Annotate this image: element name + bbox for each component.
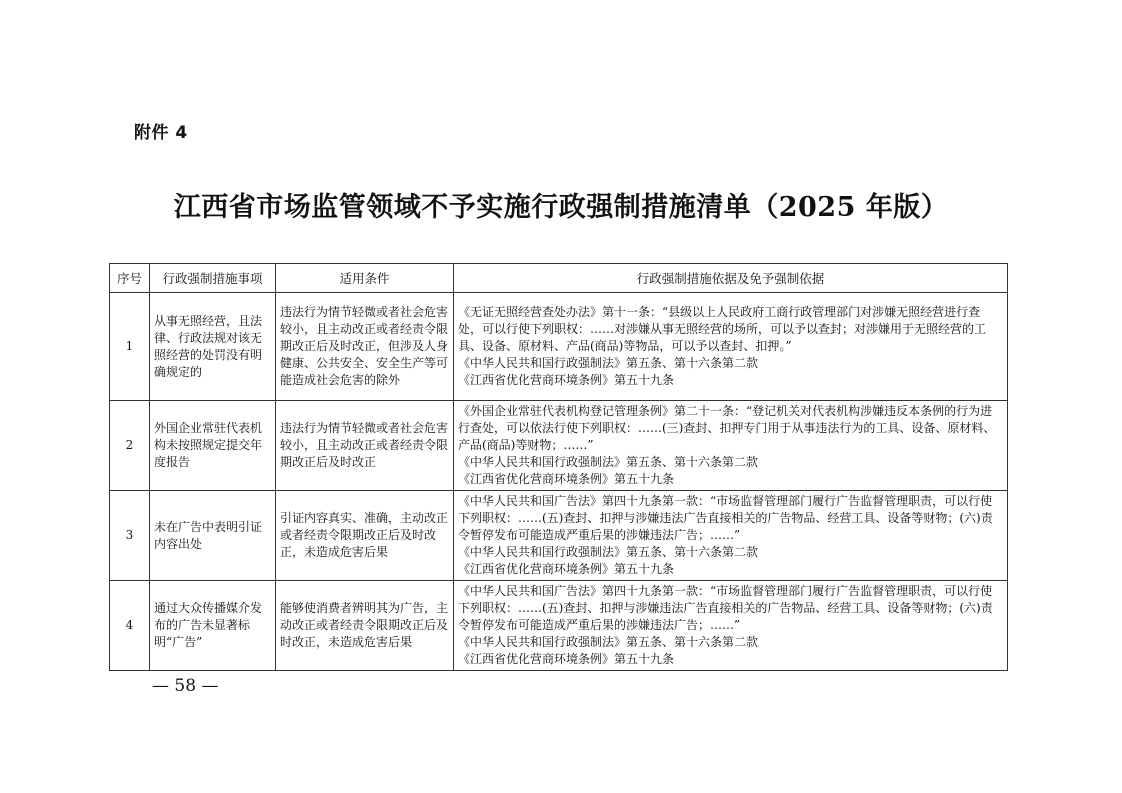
row-serial: 4 xyxy=(110,581,150,671)
row-basis xyxy=(454,491,1008,581)
row-serial: 1 xyxy=(110,293,150,401)
row-condition: 能够使消费者辨明其为广告，主动改正或者经责令限期改正后及时改正，未造成危害后果 xyxy=(276,581,454,671)
table-row xyxy=(110,401,1008,491)
basis-line: 《无证无照经营查处办法》第十一条：“县级以上人民政府工商行政管理部门对涉嫌无照经营进行查处，可以行使下列职权：……对涉嫌从事无照经营的场所，可以予以查封；对涉嫌用于无照经营的工具、设备、原材料、产品(商品)等物品，可以予以查封、扣押。” xyxy=(458,305,987,353)
table-row xyxy=(110,491,1008,581)
basis-line: 《中华人民共和国广告法》第四十九条第一款：“市场监督管理部门履行广告监督管理职责，可以行使下列职权：……(五)查封、扣押与涉嫌违法广告直接相关的广告物品、经营工具、设备等财物；(六)责令暂停发布可能造成严重后果的涉嫌违法广告；……” xyxy=(458,584,993,632)
basis-line: 《江西省优化营商环境条例》第五十九条 xyxy=(458,562,675,576)
table-row xyxy=(110,293,1008,401)
page-number: — 58 — xyxy=(152,676,219,696)
row-condition: 违法行为情节轻微或者社会危害较小，且主动改正或者经责令限期改正后及时改正 xyxy=(276,401,454,491)
row-measure-item: 从事无照经营，且法律、行政法规对该无照经营的处罚没有明确规定的 xyxy=(150,293,276,401)
table-row xyxy=(110,581,1008,671)
basis-line: 《中华人民共和国行政强制法》第五条、第十六条第二款 xyxy=(458,635,759,649)
row-serial: 2 xyxy=(110,401,150,491)
row-measure-item: 通过大众传播媒介发布的广告未显著标明“广告” xyxy=(150,581,276,671)
basis-line: 《外国企业常驻代表机构登记管理条例》第二十一条：“登记机关对代表机构涉嫌违反本条例的行为进行查处，可以依法行使下列职权：……(三)查封、扣押专门用于从事违法行为的工具、设备、原材料、产品(商品)等财物；……” xyxy=(458,404,996,452)
row-basis xyxy=(454,293,1008,401)
basis-line: 《中华人民共和国广告法》第四十九条第一款：“市场监督管理部门履行广告监督管理职责，可以行使下列职权：……(五)查封、扣押与涉嫌违法广告直接相关的广告物品、经营工具、设备等财物；(六)责令暂停发布可能造成严重后果的涉嫌违法广告；……” xyxy=(458,494,993,542)
measures-table xyxy=(109,263,1008,671)
row-condition: 引证内容真实、准确，主动改正或者经责令限期改正后及时改正，未造成危害后果 xyxy=(276,491,454,581)
basis-line: 《中华人民共和国行政强制法》第五条、第十六条第二款 xyxy=(458,545,759,559)
row-measure-item: 外国企业常驻代表机构未按照规定提交年度报告 xyxy=(150,401,276,491)
row-serial: 3 xyxy=(110,491,150,581)
header-basis: 行政强制措施依据及免予强制依据 xyxy=(454,264,1008,293)
document-title: 江西省市场监管领域不予实施行政强制措施清单（2025 年版） xyxy=(173,192,949,223)
row-basis xyxy=(454,401,1008,491)
basis-line: 《中华人民共和国行政强制法》第五条、第十六条第二款 xyxy=(458,356,759,370)
row-basis xyxy=(454,581,1008,671)
basis-line: 《江西省优化营商环境条例》第五十九条 xyxy=(458,652,675,666)
row-condition: 违法行为情节轻微或者社会危害较小，且主动改正或者经责令限期改正后及时改正，但涉及人身健康、公共安全、安全生产等可能造成社会危害的除外 xyxy=(276,293,454,401)
attachment-label: 附件 4 xyxy=(134,123,188,143)
header-serial: 序号 xyxy=(110,264,150,293)
header-condition: 适用条件 xyxy=(276,264,454,293)
header-measure-item: 行政强制措施事项 xyxy=(150,264,276,293)
row-measure-item: 未在广告中表明引证内容出处 xyxy=(150,491,276,581)
basis-line: 《江西省优化营商环境条例》第五十九条 xyxy=(458,373,675,387)
basis-line: 《中华人民共和国行政强制法》第五条、第十六条第二款 xyxy=(458,455,759,469)
table-header-row xyxy=(110,264,1008,293)
basis-line: 《江西省优化营商环境条例》第五十九条 xyxy=(458,472,675,486)
